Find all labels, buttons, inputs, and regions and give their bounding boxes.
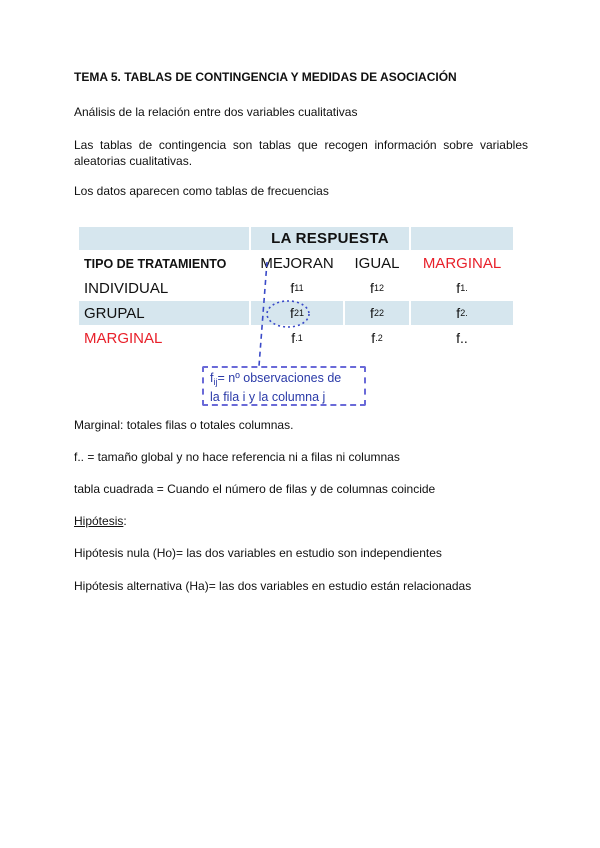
note-line-1: $f_{ij}=$ nº observaciones de <box>210 371 342 387</box>
page-title: TEMA 5. TABLAS DE CONTINGENCIA Y MEDIDAS DE ASOCIACIÓN <box>74 70 457 84</box>
col-mejoran: MEJORAN <box>260 255 334 272</box>
row-label-individual: INDIVIDUAL <box>84 279 169 297</box>
global-definition: f.. = tamaño global y no hace referencia ni a filas ni columnas <box>74 450 400 464</box>
intro-paragraph: Las tablas de contingencia son tablas que recogen información sobre variables aleatorias cualitativas. <box>74 138 528 168</box>
cell-f11: f 11 <box>290 280 304 296</box>
col-igual: IGUAL <box>354 255 400 272</box>
column-label-cell: TIPO DE TRATAMIENTO <box>84 256 227 271</box>
marginal-definition: Marginal: totales filas o totales columnas. <box>74 418 294 432</box>
annotation-note <box>202 366 366 406</box>
cell-f2-dot: f 2. <box>411 301 513 325</box>
cell-f-dot2: f .2 <box>371 330 383 346</box>
alternative-hypothesis: Hipótesis alternativa (Ha)= las dos variables en estudio están relacionadas <box>74 579 472 593</box>
annotation-pointer-line <box>259 262 267 366</box>
hypothesis-heading: Hipótesis: <box>74 514 127 528</box>
cell-f-dot1: f .1 <box>291 330 303 346</box>
null-hypothesis: Hipótesis nula (Ho)= las dos variables en estudio son independientes <box>74 546 442 560</box>
cell-f21: f 21 <box>251 301 343 325</box>
cell-f12: f 12 <box>370 280 384 296</box>
annotation-circle <box>267 301 309 327</box>
row-label-grupal: GRUPAL <box>79 301 249 325</box>
square-table-definition: tabla cuadrada = Cuando el número de filas y de columnas coincide <box>74 482 436 496</box>
col-marginal: MARGINAL <box>422 255 502 272</box>
row-label-marginal: MARGINAL <box>84 329 163 347</box>
note-line-2: la fila i y la columna j <box>210 390 326 404</box>
header-title-cell: LA RESPUESTA <box>251 227 409 250</box>
subtitle: Análisis de la relación entre dos variables cualitativas <box>74 105 358 119</box>
cell-f-total: f.. <box>456 330 468 346</box>
frequency-paragraph: Los datos aparecen como tablas de frecuencias <box>74 184 329 198</box>
cell-f22: f 22 <box>345 301 409 325</box>
cell-f1-dot: f 1. <box>456 280 468 296</box>
